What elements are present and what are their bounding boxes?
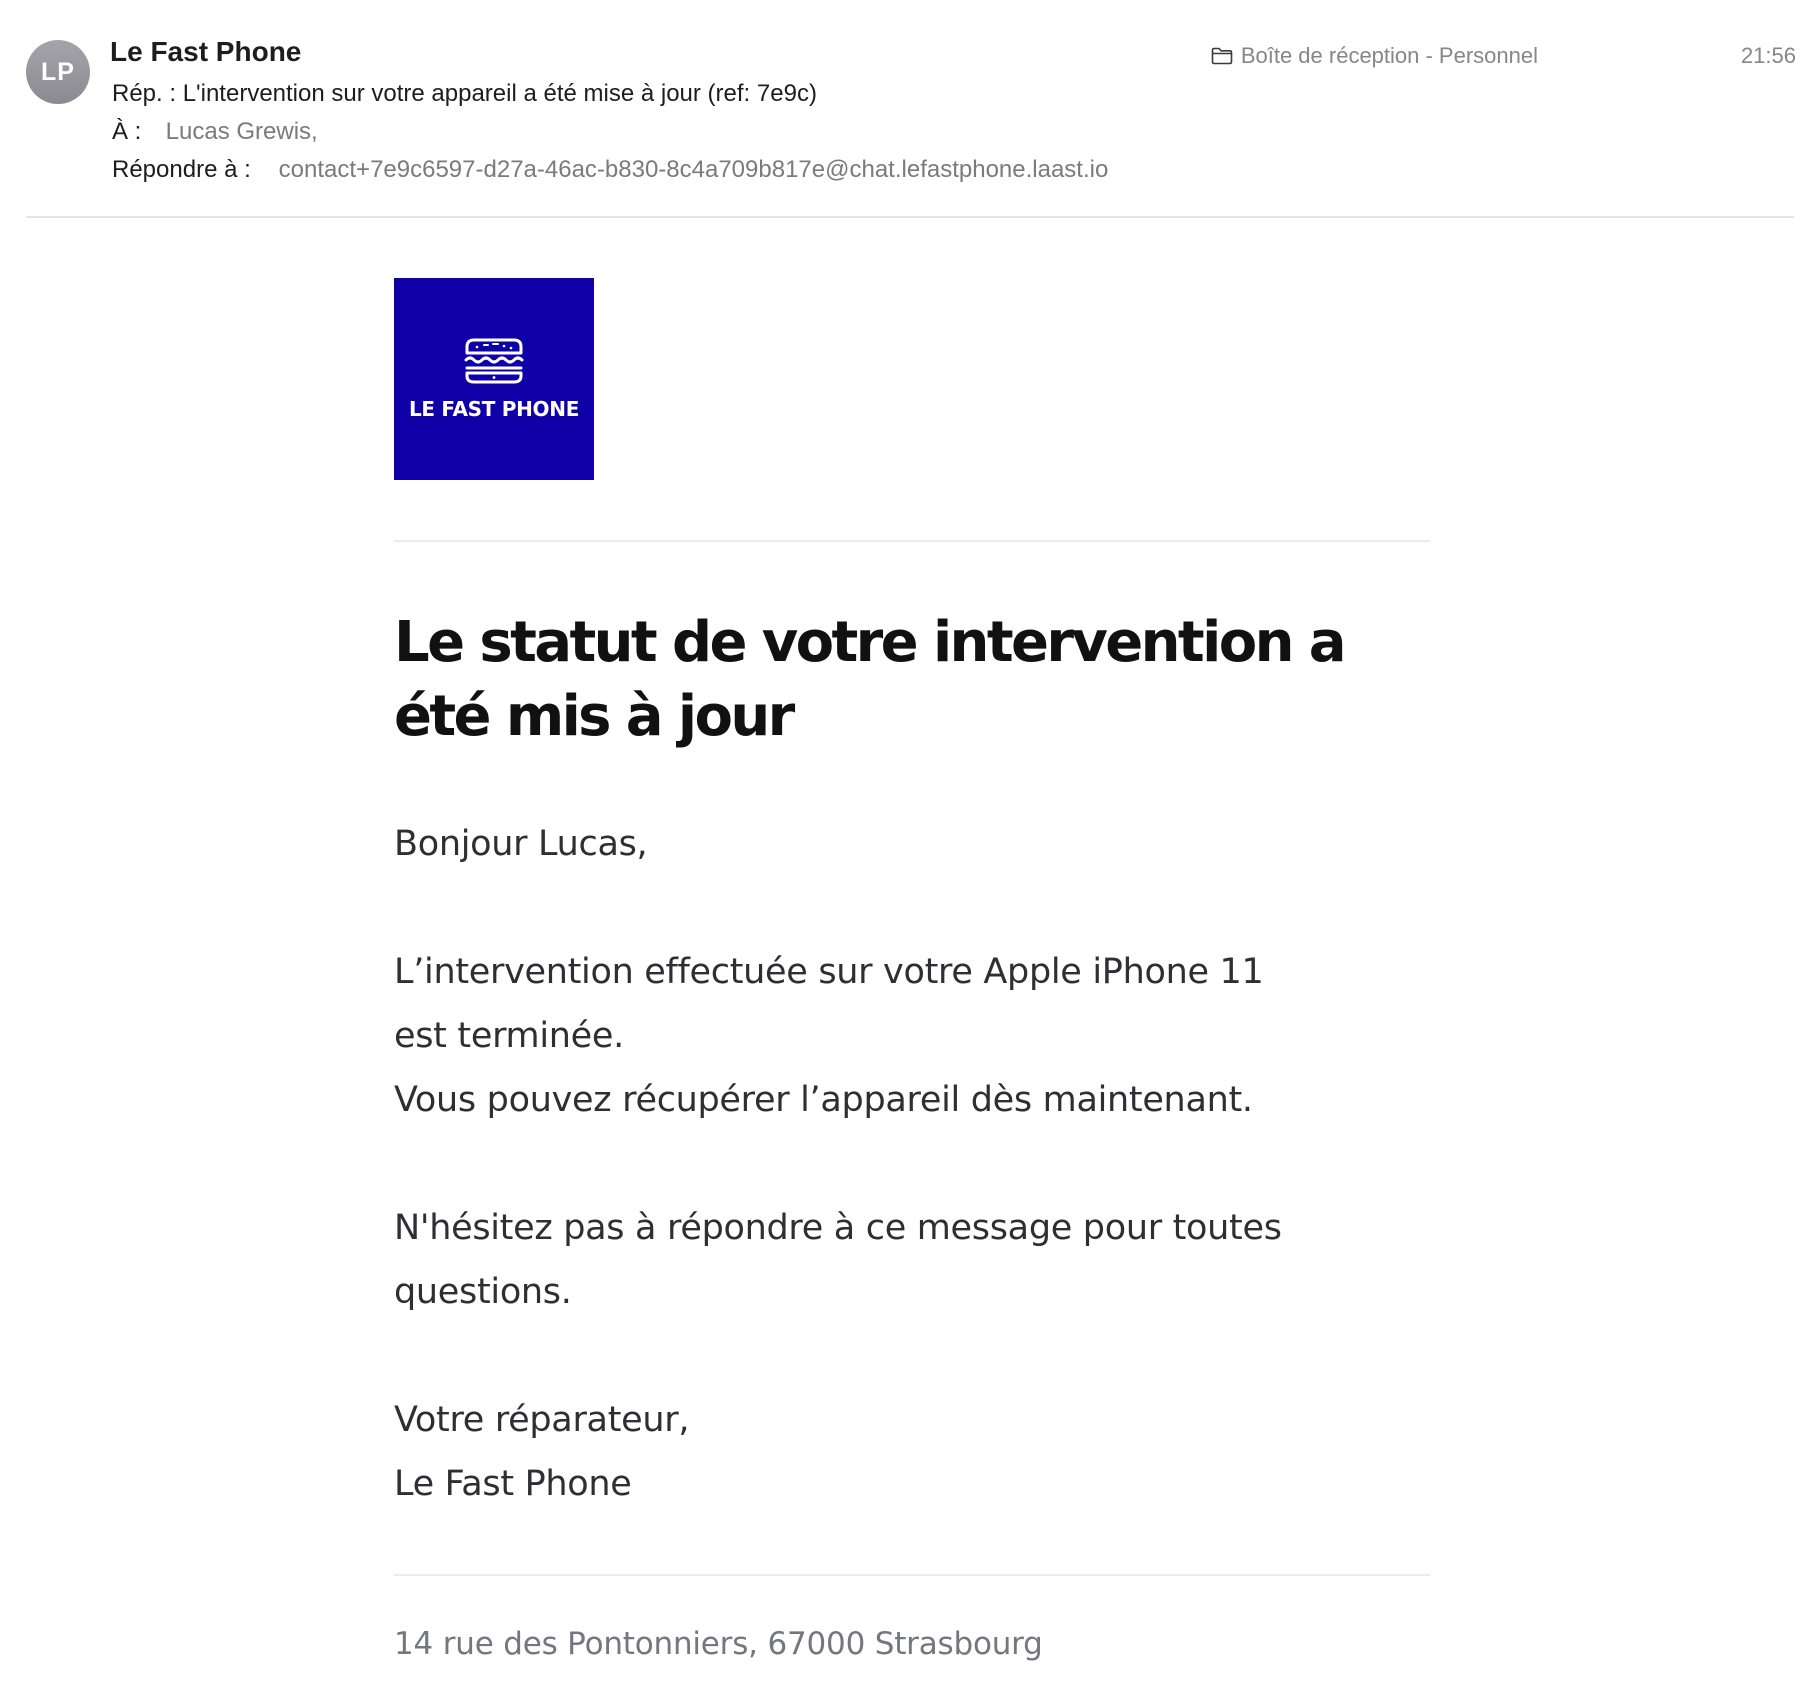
to-label: À :	[112, 118, 142, 145]
to-recipient[interactable]: Lucas Grewis,	[165, 118, 318, 145]
brand-logo	[394, 278, 594, 480]
email-subject: Rép. : L'intervention sur votre appareil a été mise à jour (ref: 7e9c)	[112, 80, 817, 107]
sender-name[interactable]: Le Fast Phone	[110, 36, 302, 67]
signature-line-role: Votre réparateur,	[394, 1400, 690, 1440]
footer-address: 14 rue des Pontonniers, 67000 Strasbourg	[394, 1626, 1043, 1662]
email-headline: Le statut de votre intervention a été mis à jour	[394, 610, 1344, 749]
burger-icon	[462, 337, 526, 385]
header-divider	[26, 216, 1794, 218]
body-divider-bottom	[394, 1574, 1430, 1576]
received-time: 21:56	[1740, 43, 1796, 68]
reply-to-field	[112, 156, 1108, 184]
signature	[394, 1388, 1430, 1516]
mailbox-name: Boîte de réception - Personnel	[1240, 43, 1538, 68]
questions-paragraph: N'hésitez pas à répondre à ce message pour toutes questions.	[394, 1208, 1282, 1312]
avatar-initials: LP	[41, 57, 75, 86]
status-line-pickup: Vous pouvez récupérer l’appareil dès maintenant.	[394, 1080, 1253, 1120]
signature-line-company: Le Fast Phone	[394, 1464, 632, 1504]
mailbox-location[interactable]	[1211, 43, 1538, 69]
folder-icon	[1211, 47, 1233, 65]
logo-text: LE FAST PHONE	[408, 397, 580, 421]
status-line-completed: L’intervention effectuée sur votre Apple iPhone 11 est terminée.	[394, 952, 1264, 1056]
avatar[interactable]	[26, 40, 90, 104]
status-paragraph	[394, 940, 1430, 1132]
mail-header	[0, 0, 1820, 218]
greeting: Bonjour Lucas,	[394, 824, 648, 864]
reply-to-label: Répondre à :	[112, 156, 251, 183]
email-body	[394, 278, 1430, 1662]
body-divider-top	[394, 540, 1430, 542]
reply-to-address[interactable]: contact+7e9c6597-d27a-46ac-b830-8c4a709b817e@chat.lefastphone.laast.io	[278, 156, 1109, 183]
to-field	[112, 118, 318, 146]
